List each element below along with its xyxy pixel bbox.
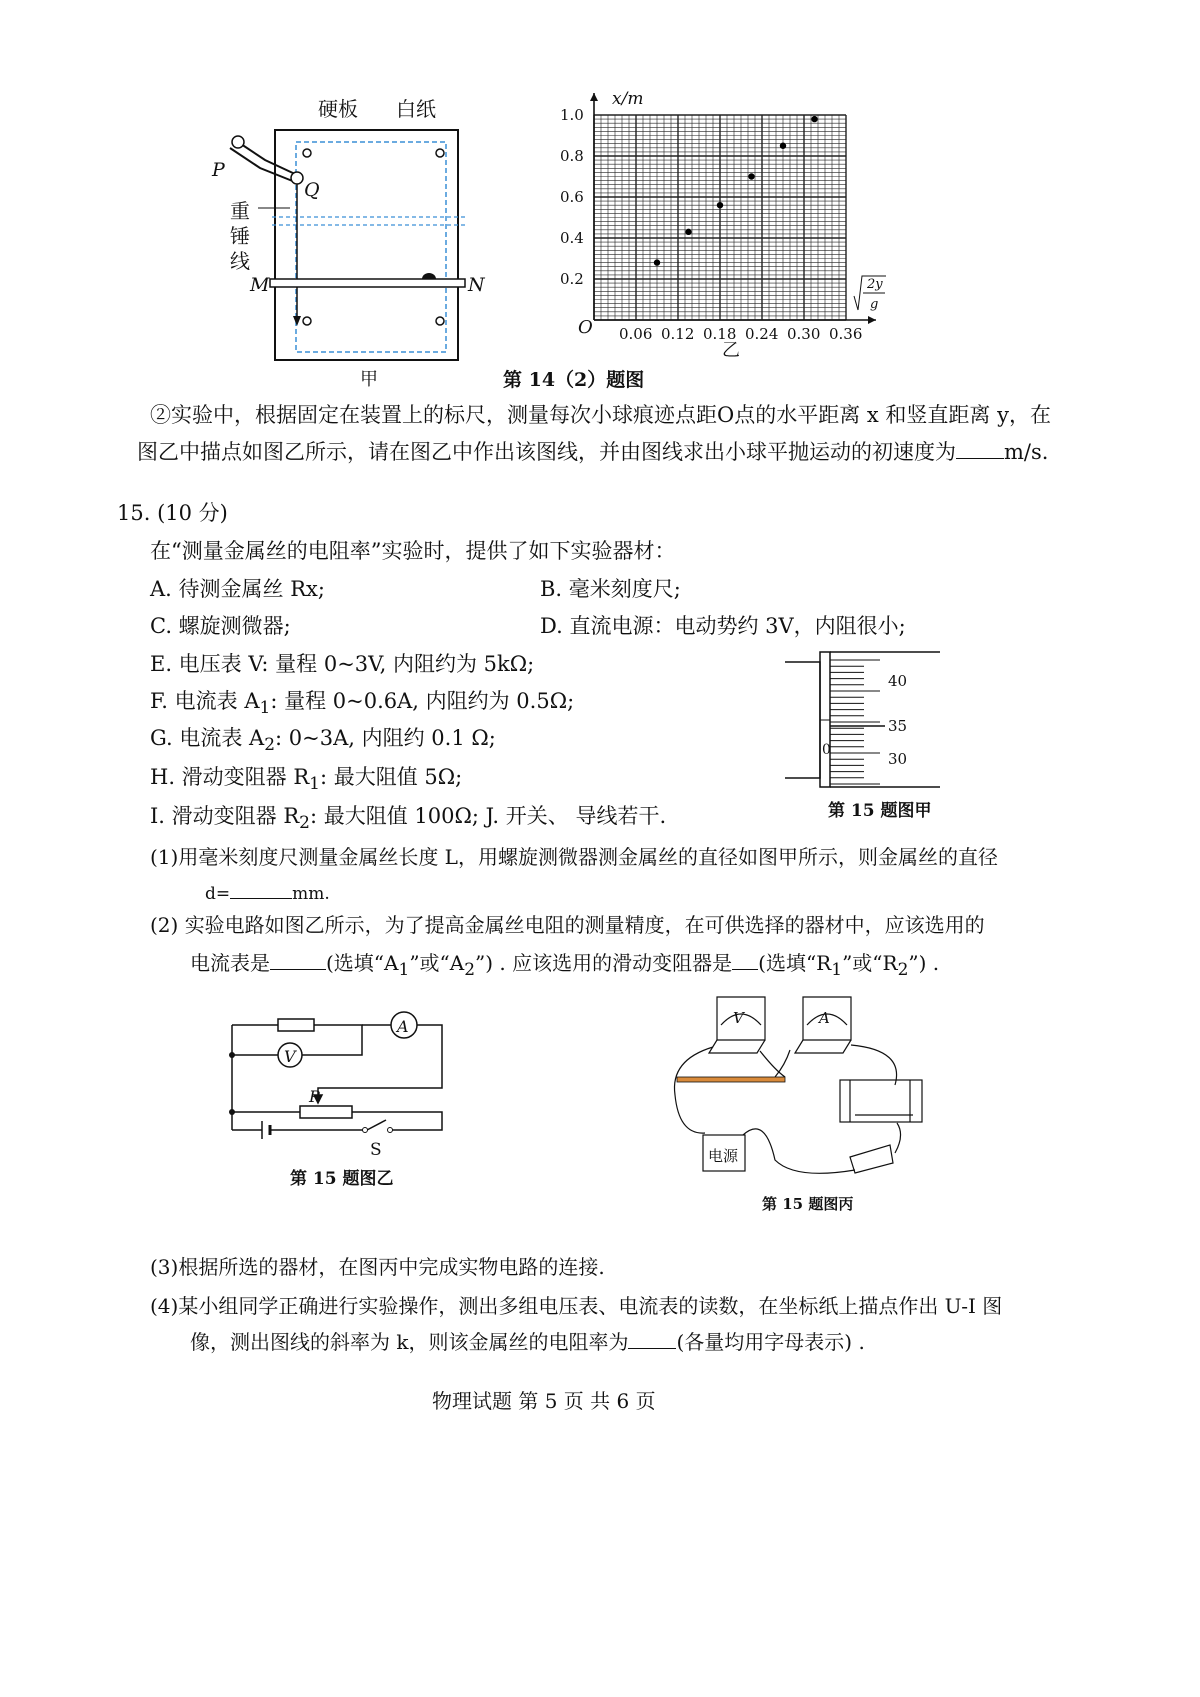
q15-3: (3)根据所选的器材，在图丙中完成实物电路的连接. <box>150 1255 605 1279</box>
q15-header: 15. (10 分) <box>117 501 228 525</box>
item-i-j: I. 滑动变阻器 $R_2$: 最大阻值 100Ω; J. 开关、 导线若干. <box>150 804 667 834</box>
q15-1-line2: d= mm. <box>205 880 330 904</box>
y-tick-label: 0.4 <box>560 229 584 247</box>
answer-blank-ammeter[interactable] <box>270 951 326 970</box>
point-n-label: N <box>468 274 485 296</box>
item-b: B. 毫米刻度尺; <box>540 577 681 601</box>
answer-blank-diameter[interactable] <box>230 880 292 899</box>
paper-label: 白纸 <box>396 97 436 121</box>
fig15-jia-caption: 第 15 题图甲 <box>828 801 932 821</box>
physical-ammeter-label: A <box>819 1009 830 1027</box>
x-tick-label: 0.06 <box>619 325 653 343</box>
x-axis-arrow <box>868 316 876 324</box>
item-c: C. 螺旋测微器; <box>150 614 291 638</box>
y-tick-label: 0.2 <box>560 270 584 288</box>
x-axis-label-denominator: g <box>870 297 879 312</box>
x-tick-label: 0.36 <box>829 325 863 343</box>
q15-1-line1: (1)用毫米刻度尺测量金属丝长度 L，用螺旋测微器测金属丝的直径如图甲所示，则金属丝的直径 <box>150 845 998 869</box>
point-q-label: Q <box>304 179 320 201</box>
y-tick-label: 0.6 <box>560 188 584 206</box>
micrometer-zero: 0 <box>822 742 831 758</box>
ammeter-symbol-label: A <box>397 1017 409 1036</box>
plumb-label-2: 锤 <box>230 224 250 248</box>
apparatus-figure <box>200 90 530 390</box>
data-point <box>811 116 817 122</box>
point-m-label: M <box>250 274 270 296</box>
xy-chart <box>560 88 900 373</box>
data-point <box>748 173 754 179</box>
item-f: F. 电流表 $A_1$: 量程 0~0.6A, 内阻约为 0.5Ω; <box>150 689 575 719</box>
item-a: A. 待测金属丝 Rx; <box>150 577 325 601</box>
x-tick-label: 0.12 <box>661 325 695 343</box>
fig14-caption: 第 14（2）题图 <box>503 369 645 391</box>
q15-2-line1: (2) 实验电路如图乙所示，为了提高金属丝电阻的测量精度，在可供选择的器材中，应该选用的 <box>150 913 985 937</box>
micrometer-tick-35: 35 <box>888 717 908 735</box>
q14-2-line2: 图乙中描点如图乙所示，请在图乙中作出该图线，并由图线求出小球平抛运动的初速度为 m/s. <box>137 440 1049 464</box>
data-point <box>717 202 723 208</box>
plumb-label-3: 线 <box>230 249 250 273</box>
q15-4-line2: 像，测出图线的斜率为 k，则该金属丝的电阻率为 (各量均用字母表示) . <box>190 1330 865 1354</box>
page-footer: 物理试题 第 5 页 共 6 页 <box>432 1389 656 1413</box>
x-tick-label: 0.18 <box>703 325 737 343</box>
x-tick-label: 0.24 <box>745 325 779 343</box>
q15-2-line2: 电流表是 (选填“$A_1$”或“$A_2$”) . 应该选用的滑动变阻器是 (选填“$R_1$”或“$R_2$”) . <box>190 951 940 980</box>
slider-p-label: P <box>309 1087 320 1106</box>
physical-circuit-figure <box>665 985 935 1185</box>
x-axis-label-numerator: 2y <box>867 277 883 292</box>
voltmeter-symbol-label: V <box>284 1047 296 1066</box>
x-tick-label: 0.30 <box>787 325 821 343</box>
item-g: G. 电流表 $A_2$: 0~3A, 内阻约 0.1 Ω; <box>150 726 496 756</box>
figure-jia-label: 甲 <box>360 369 378 390</box>
y-tick-label: 0.8 <box>560 147 584 165</box>
answer-blank-velocity[interactable] <box>956 440 1004 459</box>
power-source-label: 电源 <box>708 1147 739 1165</box>
item-h: H. 滑动变阻器 $R_1$: 最大阻值 5Ω; <box>150 765 463 795</box>
item-d: D. 直流电源：电动势约 3V，内阻很小; <box>540 614 906 638</box>
point-p-label: P <box>212 159 225 181</box>
micrometer-tick-40: 40 <box>888 672 908 690</box>
q15-intro: 在“测量金属丝的电阻率”实验时，提供了如下实验器材： <box>150 539 676 563</box>
answer-blank-resistivity[interactable] <box>628 1330 676 1349</box>
micrometer-figure <box>780 650 950 820</box>
data-point <box>780 143 786 149</box>
board-label: 硬板 <box>318 97 358 121</box>
data-point <box>654 259 660 265</box>
fig15-bing-caption: 第 15 题图丙 <box>762 1195 854 1213</box>
micrometer-tick-30: 30 <box>888 750 908 768</box>
fig15-yi-caption: 第 15 题图乙 <box>290 1169 394 1189</box>
y-axis-label: x/m <box>612 89 644 109</box>
origin-label: O <box>578 317 593 338</box>
answer-blank-rheostat[interactable] <box>732 951 758 970</box>
plumb-label-1: 重 <box>230 199 250 223</box>
y-axis-arrow <box>590 93 598 101</box>
switch-s-label: S <box>370 1140 382 1160</box>
y-tick-label: 1.0 <box>560 106 584 124</box>
q14-2-line1: ②实验中，根据固定在装置上的标尺，测量每次小球痕迹点距O点的水平距离 x 和竖直距离 y，在 <box>150 403 1051 427</box>
data-point <box>685 229 691 235</box>
figure-yi-label: 乙 <box>722 340 740 361</box>
item-e: E. 电压表 V: 量程 0~3V, 内阻约为 5kΩ; <box>150 652 535 676</box>
q15-4-line1: (4)某小组同学正确进行实验操作，测出多组电压表、电流表的读数，在坐标纸上描点作出 U-I 图 <box>150 1294 1003 1318</box>
physical-voltmeter-label: V <box>733 1009 744 1027</box>
